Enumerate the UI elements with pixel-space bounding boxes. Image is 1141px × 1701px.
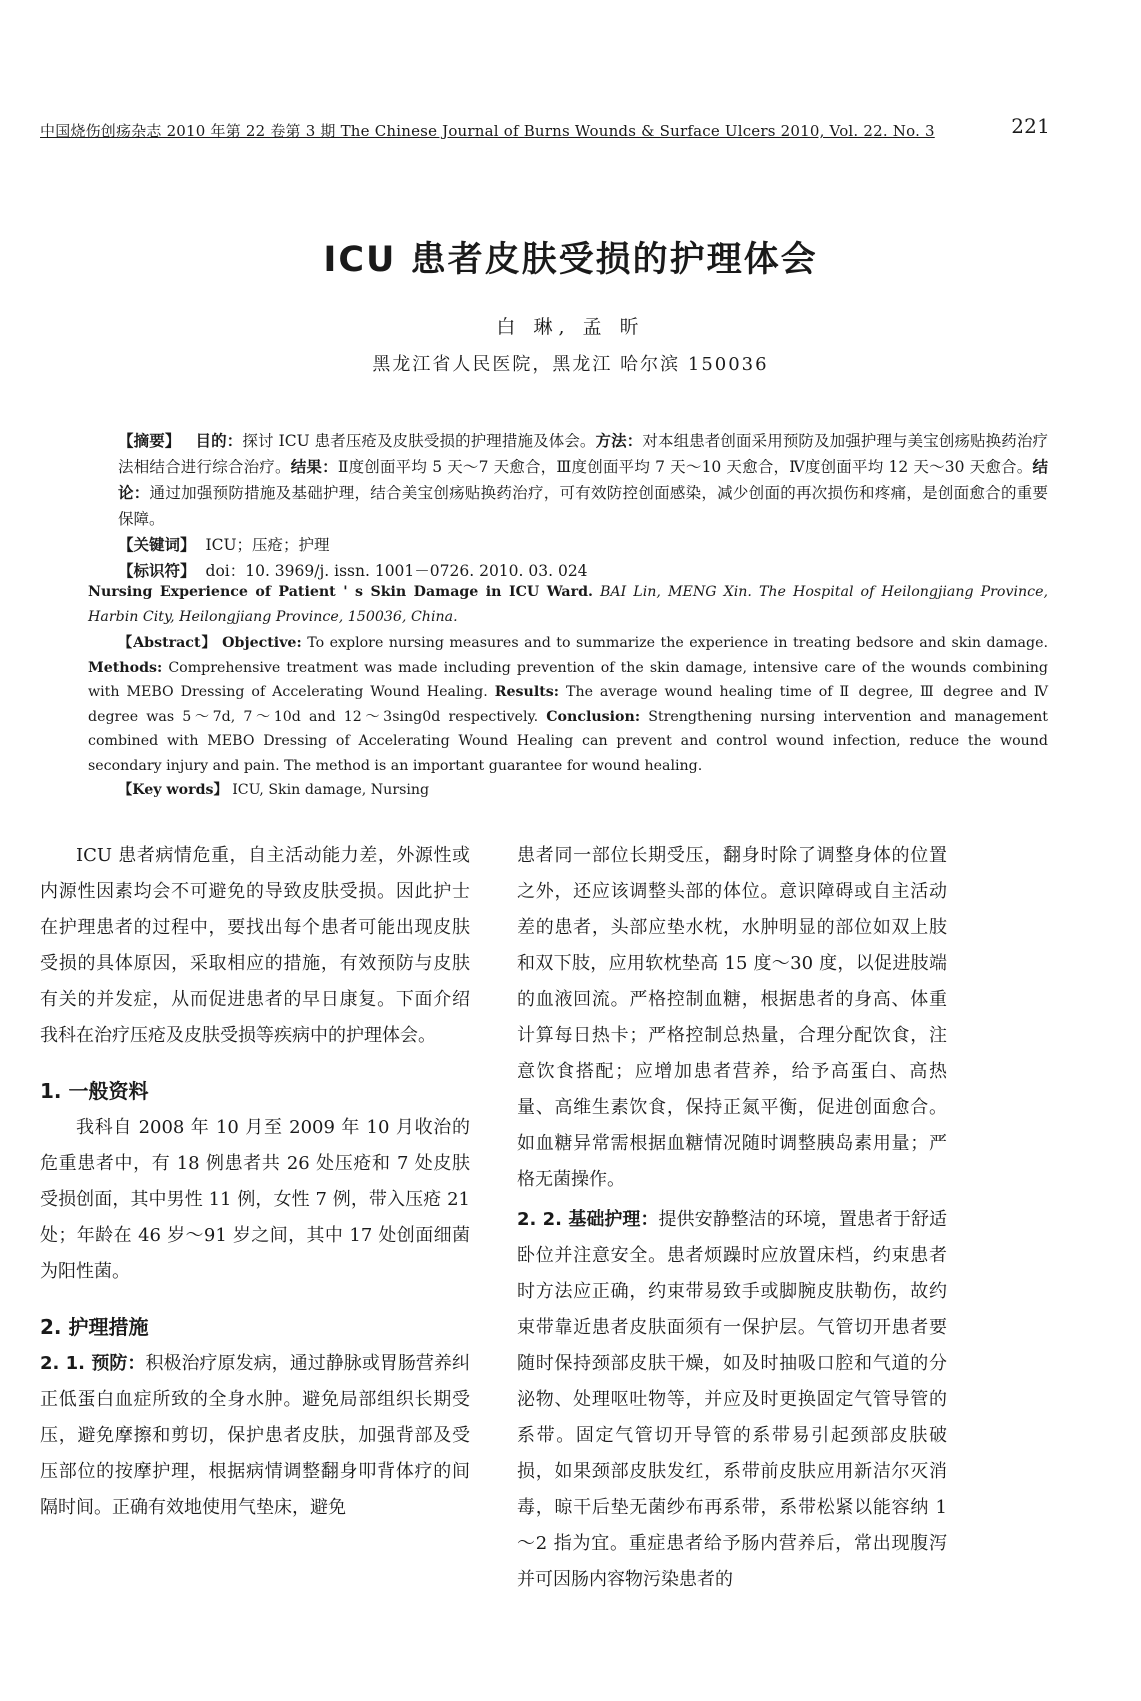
methods-label: Methods: xyxy=(88,659,163,676)
section-2-2-label: 2. 2. 基础护理： xyxy=(517,1209,659,1230)
conclusion-text: 通过加强预防措施及基础护理，结合美宝创疡贴换药治疗，可有效防控创面感染，减少创面的再次损伤和疼痛，是创面愈合的重要保障。 xyxy=(118,484,1048,528)
conclusion-label: 结论： xyxy=(118,457,1048,502)
english-conclusion-label: Conclusion: xyxy=(546,708,641,725)
method-text: 对本组患者创面采用预防及加强护理与美宝创疡贴换药治疗法相结合进行综合治疗。 xyxy=(118,432,1048,476)
doi-value: doi：10. 3969/j. issn. 1001－0726. 2010. 03. 024 xyxy=(205,562,588,580)
intro-paragraph: ICU 患者病情危重，自主活动能力差，外源性或内源性因素均会不可避免的导致皮肤受损。因此护士在护理患者的过程中，要找出每个患者可能出现皮肤受损的具体原因，采取相应的措施，有效预防与皮肤有关的并发症，从而促进患者的早日康复。下面介绍我科在治疗压疮及皮肤受损等疾病中的护理体会。 xyxy=(40,845,470,1046)
objective-text: To explore nursing measures and to summarize the experience in treating bedsore and skin damage. xyxy=(307,635,1048,651)
journal-citation: 中国烧伤创疡杂志 2010 年第 22 卷第 3 期 The Chinese Journal of Burns Wounds & Surface Ulcers 2010, Vol. 22. No. 3 xyxy=(40,122,935,140)
section-2-1-text: 积极治疗原发病，通过静脉或胃肠营养纠正低蛋白血症所致的全身水肿。避免局部组织长期受压，避免摩擦和剪切，保护患者皮肤，加强背部及受压部位的按摩护理，根据病情调整翻身叩背体疗的间隔时间。正确有效地使用气垫床，避免 xyxy=(40,1353,471,1518)
affiliation: 黑龙江省人民医院，黑龙江 哈尔滨 150036 xyxy=(372,354,769,375)
english-abstract-label: 【Abstract】 xyxy=(118,635,217,651)
continued-paragraph: 患者同一部位长期受压，翻身时除了调整身体的位置之外，还应该调整头部的体位。意识障碍或自主活动差的患者，头部应垫水枕，水肿明显的部位如双上肢和双下肢，应用软枕垫高 15 度～30 度，以促进肢端的血液回流。严格控制血糖，根据患者的身高、体重计算每日热卡；严格控制总热量，合理分配饮食，注意饮食搭配；应增加患者营养，给予高蛋白、高热量、高维生素饮食，保持正氮平衡，促进创面愈合。如血糖异常需根据血糖情况随时调整胰岛素用量；严格无菌操作。 xyxy=(517,845,947,1190)
keywords-value: ICU；压疮；护理 xyxy=(205,536,330,554)
body-column-right xyxy=(517,838,947,1598)
english-title-line xyxy=(88,580,1048,629)
page-number: 221 xyxy=(1011,114,1050,138)
section-1-text: 我科自 2008 年 10 月至 2009 年 10 月收治的危重患者中，有 18 例患者共 26 处压疮和 7 处皮肤受损创面，其中男性 11 例，女性 7 例，带入压疮 21 处；年龄在 46 岁～91 岁之间，其中 17 处创面细菌为阳性菌。 xyxy=(40,1117,470,1282)
english-conclusion-text: Strengthening nursing intervention and management combined with MEBO Dressing of Accelerating Wound Healing can prevent and control wound infection, reduce the wound secondary injury and pain. The method is an important guarantee for wound healing. xyxy=(88,708,1049,774)
result-text: Ⅱ度创面平均 5 天～7 天愈合，Ⅲ度创面平均 7 天～10 天愈合，Ⅳ度创面平均 12 天～30 天愈合。 xyxy=(337,458,1033,476)
running-header xyxy=(40,114,1050,141)
identifier-label: 【标识符】 xyxy=(118,561,196,580)
results-text: The average wound healing time of Ⅱ degree, Ⅲ degree and Ⅳ degree was 5～7d, 7～10d and 12～3sing0d respectively. xyxy=(88,684,1048,725)
english-abstract xyxy=(88,631,1048,778)
section-1-heading: 1. 一般资料 xyxy=(40,1079,149,1103)
authors: 白 琳, 孟 昕 xyxy=(496,316,645,338)
results-label: Results: xyxy=(494,684,560,700)
section-2-heading: 2. 护理措施 xyxy=(40,1315,149,1339)
keywords-label: 【关键词】 xyxy=(118,535,196,554)
abstract-paragraph xyxy=(88,428,1048,532)
keywords-row xyxy=(88,532,1048,558)
english-affiliation: The Hospital of Heilongjiang Province, Harbin City, Heilongjiang Province, 150036, China. xyxy=(88,584,1049,625)
section-2-2-paragraph xyxy=(517,1202,947,1598)
english-keywords xyxy=(88,778,1048,803)
english-authors: BAI Lin, MENG Xin. xyxy=(600,584,752,600)
result-label: 结果： xyxy=(290,457,338,476)
purpose-label: 目的： xyxy=(195,431,243,450)
english-keywords-label: 【Key words】 xyxy=(118,782,228,798)
methods-text: Comprehensive treatment was made including prevention of the skin damage, intensive care of the wounds combining with MEBO Dressing of Accelerating Wound Healing. xyxy=(88,659,1048,700)
english-keywords-value: ICU, Skin damage, Nursing xyxy=(232,782,430,798)
english-abstract-block xyxy=(88,580,1048,803)
chinese-abstract xyxy=(88,428,1048,584)
objective-label: Objective: xyxy=(222,635,302,651)
purpose-text: 探讨 ICU 患者压疮及皮肤受损的护理措施及体会。 xyxy=(242,432,596,450)
section-2-1-label: 2. 1. 预防： xyxy=(40,1353,146,1374)
english-title: Nursing Experience of Patient ' s Skin Damage in ICU Ward. xyxy=(88,584,593,600)
section-2-2-text: 提供安静整洁的环境，置患者于舒适卧位并注意安全。患者烦躁时应放置床档，约束患者时方法应正确，约束带易致手或脚腕皮肤勒伤，故约束带靠近患者皮肤面须有一保护层。气管切开患者要随时保持颈部皮肤干燥，如及时抽吸口腔和气道的分泌物、处理呕吐物等，并应及时更换固定气管导管的系带。固定气管切开导管的系带易引起颈部皮肤破损，如果颈部皮肤发红，系带前皮肤应用新洁尔灭消毒，晾干后垫无菌纱布再系带，系带松紧以能容纳 1～2 指为宜。重症患者给予肠内营养后，常出现腹泻并可因肠内容物污染患者的 xyxy=(517,1209,947,1590)
method-label: 方法： xyxy=(595,431,643,450)
body-column-left xyxy=(40,838,470,1526)
article-title: ICU 患者皮肤受损的护理体会 xyxy=(323,240,818,280)
abstract-label: 【摘要】 xyxy=(118,431,181,450)
section-2-1-paragraph xyxy=(40,1346,470,1526)
